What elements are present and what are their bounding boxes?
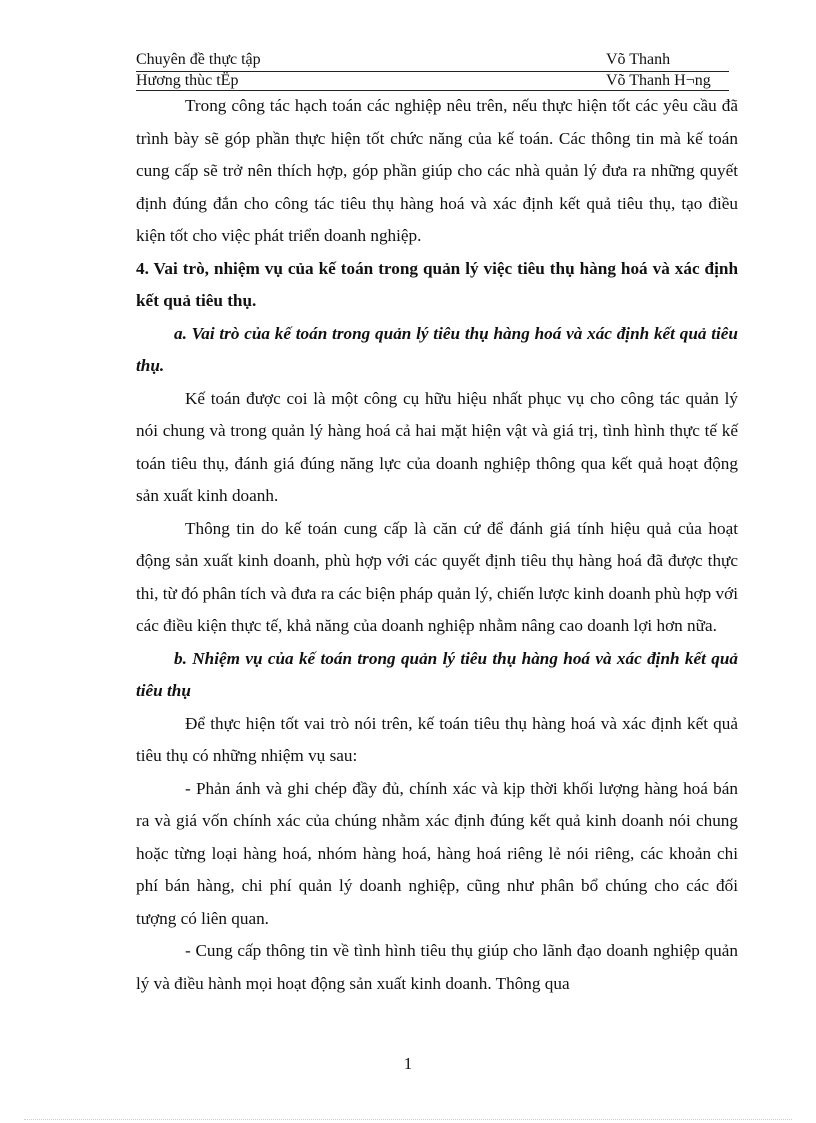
list-item-task-1: - Phản ánh và ghi chép đầy đủ, chính xác và kịp thời khối lượng hàng hoá bán ra và giá vốn chính xác của chúng nhằm xác định đúng kết quả kinh doanh nói chung hoặc từng loại hàng hoá, nhóm hàng hoá, hàng hoá riêng lẻ nói riêng, các khoản chi phí bán hàng, chi phí quản lý doanh nghiệp, cũng như phân bổ chúng cho các đối tượng có liên quan. [136,778,738,928]
header-row-2 [136,71,728,91]
body-text [136,90,738,1000]
header-right-1: Võ Thanh [606,51,671,68]
paragraph-role-1: Kế toán được coi là một công cụ hữu hiệu nhất phục vụ cho công tác quản lý nói chung và trong quản lý hàng hoá cả hai mặt hiện vật và giá trị, tình hình thực tế kế toán tiêu thụ, đánh giá đúng năng lực của doanh nghiệp thông qua kết quả hoạt động sản xuất kinh doanh. [136,388,738,505]
subheading-a: a. Vai trò của kế toán trong quản lý tiêu thụ hàng hoá và xác định kết quả tiêu thụ. [136,323,738,375]
header-row-1 [136,50,728,70]
header-right-2: Võ Thanh H¬ng [606,72,711,89]
paragraph-intro: Trong công tác hạch toán các nghiệp nêu trên, nếu thực hiện tốt các yêu cầu đã trình bày sẽ góp phần thực hiện tốt chức năng của kế toán. Các thông tin mà kế toán cung cấp sẽ trở nên thích hợp, góp phần giúp cho các nhà quản lý đưa ra những quyết định đúng đắn cho công tác tiêu thụ hàng hoá và xác định kết quả tiêu thụ, tạo điều kiện tốt cho việc phát triển doanh nghiệp. [136,96,738,245]
subheading-b: b. Nhiệm vụ của kế toán trong quản lý tiêu thụ hàng hoá và xác định kết quả tiêu thụ [136,648,738,700]
page-number: 1 [403,1054,413,1073]
list-item-task-2: - Cung cấp thông tin về tình hình tiêu thụ giúp cho lãnh đạo doanh nghiệp quản lý và điều hành mọi hoạt động sản xuất kinh doanh. Thông qua [136,941,738,993]
footer-divider [24,1119,792,1120]
header-left-2: Hương thùc tËp [136,72,239,89]
section-heading-4: 4. Vai trò, nhiệm vụ của kế toán trong quản lý việc tiêu thụ hàng hoá và xác định kết quả tiêu thụ. [136,258,738,310]
header-left-1: Chuyên đề thực tập [136,51,261,68]
paragraph-tasks-intro: Để thực hiện tốt vai trò nói trên, kế toán tiêu thụ hàng hoá và xác định kết quả tiêu thụ có những nhiệm vụ sau: [136,713,738,765]
paragraph-role-2: Thông tin do kế toán cung cấp là căn cứ để đánh giá tính hiệu quả của hoạt động sản xuất kinh doanh, phù hợp với các quyết định tiêu thụ hàng hoá đã được thực thi, từ đó phân tích và đưa ra các biện pháp quản lý, chiến lược kinh doanh phù hợp với các điều kiện thực tế, khả năng của doanh nghiệp nhằm nâng cao doanh lợi hơn nữa. [136,518,738,635]
